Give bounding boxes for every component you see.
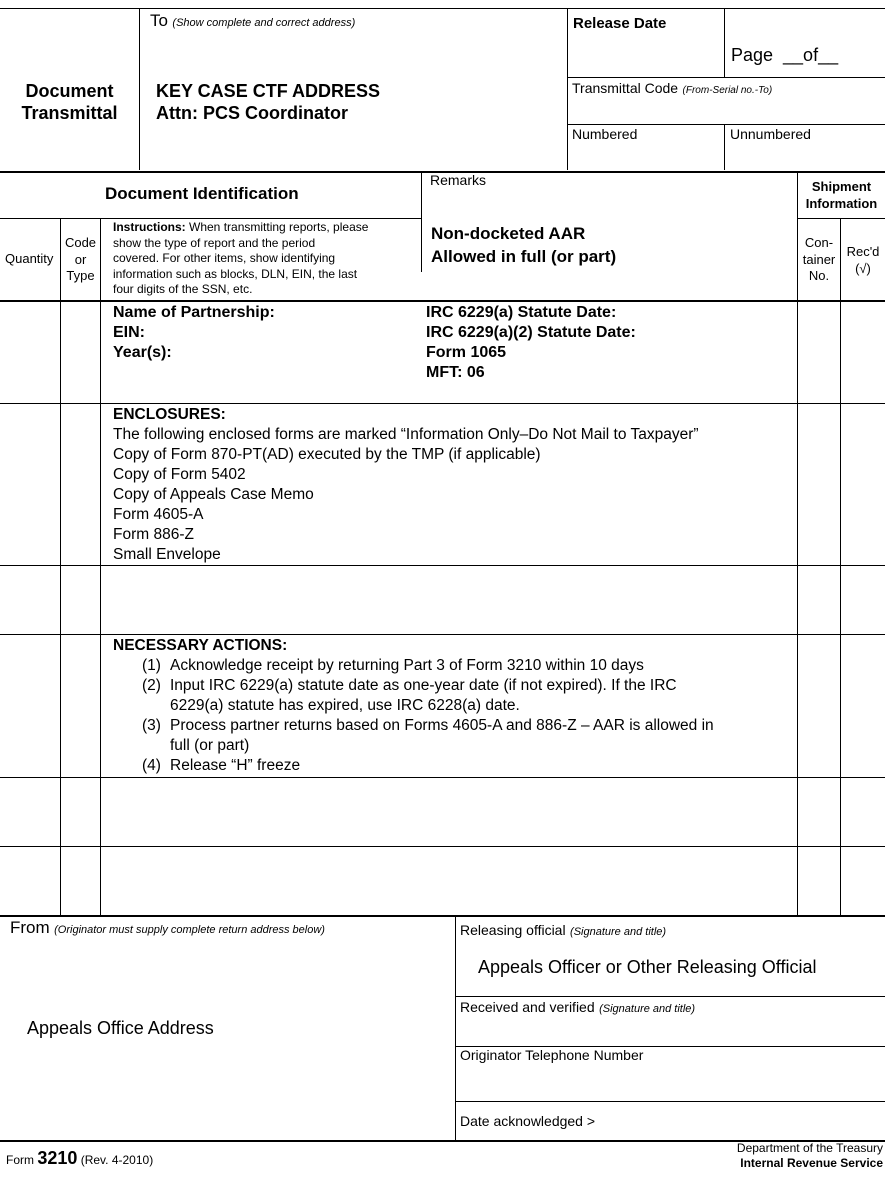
releasing-official-value[interactable]: Appeals Officer or Other Releasing Official (478, 957, 817, 977)
list-item: Copy of Form 5402 (113, 466, 246, 483)
statute-date-6229a[interactable]: IRC 6229(a) Statute Date: (426, 304, 617, 321)
department-footer (737, 1141, 883, 1171)
ein-label[interactable]: EIN: (113, 324, 145, 341)
action-text: Acknowledge receipt by returning Part 3 of Form 3210 within 10 days (170, 657, 644, 674)
years-label[interactable]: Year(s): (113, 344, 172, 361)
to-address (156, 80, 380, 124)
releasing-official-text: Releasing official (460, 922, 566, 938)
action-text: Release “H” freeze (170, 757, 301, 774)
code-or-type-column-header (61, 235, 100, 285)
necessary-actions-heading: NECESSARY ACTIONS: (113, 637, 288, 654)
to-address-line-1[interactable]: KEY CASE CTF ADDRESS (156, 81, 381, 101)
enclosures-heading: ENCLOSURES: (113, 406, 226, 423)
enclosures-section (113, 405, 699, 565)
release-date-field[interactable] (569, 36, 722, 74)
release-date-label: Release Date (573, 15, 667, 32)
to-address-line-2[interactable]: Attn: PCS Coordinator (156, 103, 348, 123)
remarks-label: Remarks (430, 172, 487, 188)
container-line-2: tainer (802, 251, 836, 267)
form-1065-label: Form 1065 (426, 344, 507, 361)
list-item: Form 4605-A (113, 506, 204, 523)
internal-revenue-service: Internal Revenue Service (740, 1156, 883, 1170)
received-verified-note: (Signature and title) (599, 1003, 696, 1015)
instructions-line-5: four digits of the SSN, etc. (113, 282, 253, 296)
transmittal-code-field[interactable] (569, 98, 883, 122)
remarks-value[interactable] (431, 222, 616, 268)
date-acknowledged-label[interactable]: Date acknowledged > (460, 1113, 596, 1129)
received-verified-field[interactable] (457, 1018, 883, 1044)
shipment-line-1: Shipment (811, 179, 872, 194)
page-label[interactable]: Page __of__ (731, 45, 839, 65)
instructions-line-1: When transmitting reports, please (185, 220, 369, 234)
instructions-line-4: information such as blocks, DLN, EIN, the last (113, 266, 358, 281)
document-identification-heading: Document Identification (105, 184, 299, 203)
originator-telephone-label: Originator Telephone Number (460, 1047, 644, 1063)
document-transmittal-title (0, 80, 139, 124)
action-number: (2) (142, 677, 161, 694)
to-label-text: To (150, 11, 168, 30)
from-label (10, 918, 325, 938)
action-number: (3) (142, 717, 161, 734)
necessary-actions-list (142, 656, 714, 776)
instructions-text (113, 220, 368, 298)
to-note: (Show complete and correct address) (172, 17, 356, 29)
from-label-text: From (10, 918, 50, 937)
numbered-field[interactable] (569, 145, 722, 169)
transmittal-code-text: Transmittal Code (572, 80, 679, 96)
list-item: Copy of Form 870-PT(AD) executed by the TMP (if applicable) (113, 446, 541, 463)
to-label (150, 11, 355, 31)
releasing-official-label (460, 922, 666, 940)
action-text: full (or part) (170, 737, 250, 754)
form-revision: (Rev. 4-2010) (77, 1153, 154, 1167)
title-line-2: Transmittal (21, 103, 118, 123)
action-text: 6229(a) statute has expired, use IRC 6228(a) date. (170, 697, 520, 714)
received-check-column-header (841, 243, 885, 277)
list-item: The following enclosed forms are marked “Information Only–Do Not Mail to Taxpayer” (113, 426, 699, 443)
unnumbered-field[interactable] (726, 145, 883, 169)
remarks-line-1: Non-docketed AAR (431, 224, 586, 243)
received-verified-label (460, 999, 695, 1017)
list-item: Small Envelope (113, 546, 221, 563)
action-number: (1) (142, 657, 161, 674)
originator-telephone-field[interactable] (457, 1066, 883, 1099)
department-of-treasury: Department of the Treasury (736, 1141, 883, 1155)
container-line-3: No. (808, 268, 830, 283)
recd-line-1: Rec'd (846, 244, 880, 259)
mft-label: MFT: 06 (426, 364, 485, 381)
recd-line-2: (√) (855, 261, 871, 276)
statute-date-6229a2: IRC 6229(a)(2) Statute Date: (426, 324, 636, 341)
container-number-column-header (798, 235, 840, 285)
transmittal-code-label (572, 80, 772, 98)
action-text: Process partner returns based on Forms 4605-A and 886-Z – AAR is allowed in (170, 717, 714, 734)
instructions-bold: Instructions: (113, 220, 186, 234)
releasing-official-note: (Signature and title) (570, 926, 667, 938)
numbered-label: Numbered (572, 126, 638, 142)
received-verified-text: Received and verified (460, 999, 595, 1015)
action-text: Input IRC 6229(a) statute date as one-year date (if not expired). If the IRC (170, 677, 677, 694)
unnumbered-label: Unnumbered (730, 126, 811, 142)
remarks-line-2: Allowed in full (or part) (431, 247, 617, 266)
partnership-name-label[interactable]: Name of Partnership: (113, 304, 275, 321)
container-line-1: Con- (804, 235, 834, 250)
list-item: Copy of Appeals Case Memo (113, 486, 314, 503)
instructions-line-3: covered. For other items, show identifying (113, 251, 336, 265)
shipment-line-2: Information (805, 196, 878, 211)
code-header-line-1: Code (64, 235, 97, 250)
statute-info (426, 303, 636, 383)
code-header-line-2: or (74, 251, 87, 267)
table-row-partnership (113, 303, 275, 363)
instructions-line-2: show the type of report and the period (113, 235, 316, 250)
list-item: Form 886-Z (113, 526, 194, 543)
form-number: 3210 (37, 1148, 78, 1168)
from-address[interactable]: Appeals Office Address (27, 1018, 214, 1038)
quantity-column-header: Quantity (5, 251, 54, 266)
shipment-information-heading (798, 178, 885, 212)
form-number-footer (6, 1148, 153, 1169)
form-prefix: Form (6, 1153, 38, 1167)
transmittal-code-note: (From-Serial no.-To) (682, 85, 773, 96)
code-header-line-3: Type (66, 268, 95, 283)
action-number: (4) (142, 757, 161, 774)
title-line-1: Document (25, 81, 114, 101)
from-note: (Originator must supply complete return address below) (54, 924, 325, 936)
